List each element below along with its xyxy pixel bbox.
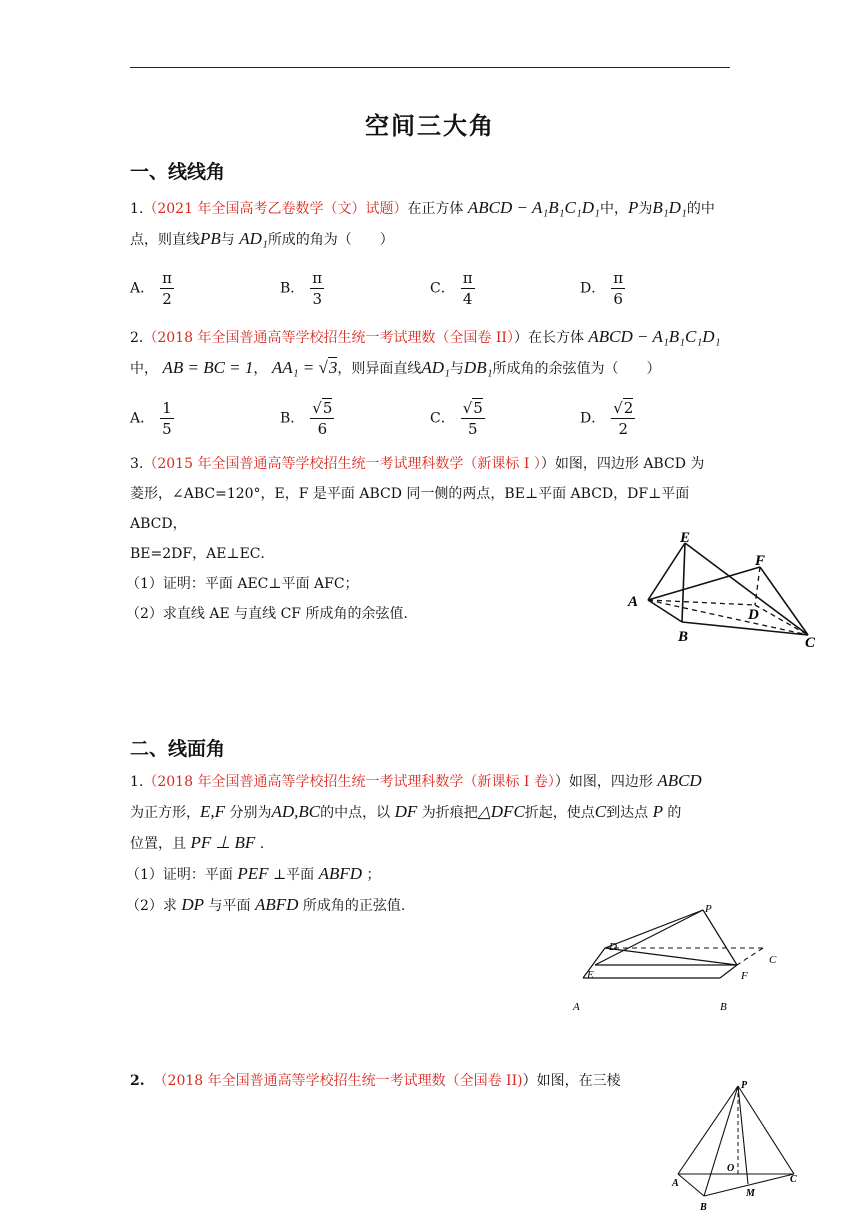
option-d: D． $\frac{√2}{2}$ [580,399,634,438]
question-source: （2018 年全国普通高等学校招生统一考试理数（全国卷 II） [143,330,514,346]
section-heading-line-plane-angle: 二、线面角 [130,738,226,760]
label-d: D [748,607,759,623]
label-a: A [628,594,639,610]
label-e: E [587,969,594,981]
label-b: B [678,629,689,645]
header-rule [130,67,730,68]
question-1-2: 2.（2018 年全国普通高等学校招生统一考试理数（全国卷 II））在长方体 ABCD − A₁B₁C₁D₁ 中， AB = BC = 1， AA₁ = √3，则异面直线AD₁与DB₁所成角的余弦值为（ ） [130,327,721,377]
label-p: P [741,1080,748,1091]
option-c: C． $\frac{\pi}{4}$ [430,269,473,308]
question-1-3: 3.（2015 年全国普通高等学校招生统一考试理科数学（新课标 I ））如图，四边形 ABCD 为 菱形，∠ABC=120°，E，F 是平面 ABCD 同一侧的两点，BE⊥平面 ABCD，DF⊥平面 ABCD， BE=2DF，AE⊥EC． （1）证明：平面 AEC⊥平面 AFC； （2）求直线 AE 与直线 CF 所成角的余弦值． [126,456,705,622]
figure-pyramid-aebdcf [620,525,825,655]
label-c: C [805,635,816,651]
option-a: A． $\frac{\pi}{2}$ [130,269,172,308]
page-title: 空间三大角 [365,112,495,140]
label-b: B [700,1202,707,1213]
question-source: （2021 年全国高考乙卷数学（文）试题） [143,201,408,217]
label-a: A [672,1178,679,1189]
question-2-1: 1.（2018 年全国普通高等学校招生统一考试理科数学（新课标 I 卷））如图，四边形 ABCD 为正方形，E,F 分别为AD,BC的中点，以 DF 为折痕把△DFC折起，使点C到达点 P 的 位置，且 PF ⊥ BF . （1）证明：平面 PEF ⊥平面 ABFD ； （2）求 DP 与平面 ABFD 所成角的正弦值. [126,771,702,914]
question-2-2: 2. （2018 年全国普通高等学校招生统一考试理数（全国卷 II)）如图，在三棱 [130,1073,621,1089]
figure-triangular-pyramid [668,1074,808,1216]
label-c: C [769,954,777,966]
option-d: D． $\frac{\pi}{6}$ [580,269,624,308]
section-heading-line-line-angle: 一、线线角 [130,161,226,183]
label-f: F [741,970,748,982]
option-b: B． $\frac{\pi}{3}$ [280,269,323,308]
label-p: P [705,903,712,915]
option-c: C． $\frac{√5}{5}$ [430,399,483,438]
math-cube: ABCD − A₁B₁C₁D₁ [467,198,600,217]
question-number: 1. [130,201,144,217]
label-c: C [790,1174,797,1185]
option-b: B． $\frac{√5}{6}$ [280,399,333,438]
label-m: M [746,1188,755,1199]
option-a: A． $\frac{1}{5}$ [130,399,172,438]
label-f: F [755,553,766,569]
question-1-1: 1.（2021 年全国高考乙卷数学（文）试题）在正方体 ABCD − A₁B₁C₁D₁中，P为B₁D₁的中 点，则直线PB与 AD₁所成的角为（ ） [130,198,715,248]
label-b: B [720,1001,727,1013]
label-o: O [727,1163,735,1174]
label-a: A [573,1001,580,1013]
figure-folded-square [565,900,795,1018]
question-number: 2. [130,330,144,346]
label-e: E [680,530,691,546]
label-d: D [609,941,617,953]
